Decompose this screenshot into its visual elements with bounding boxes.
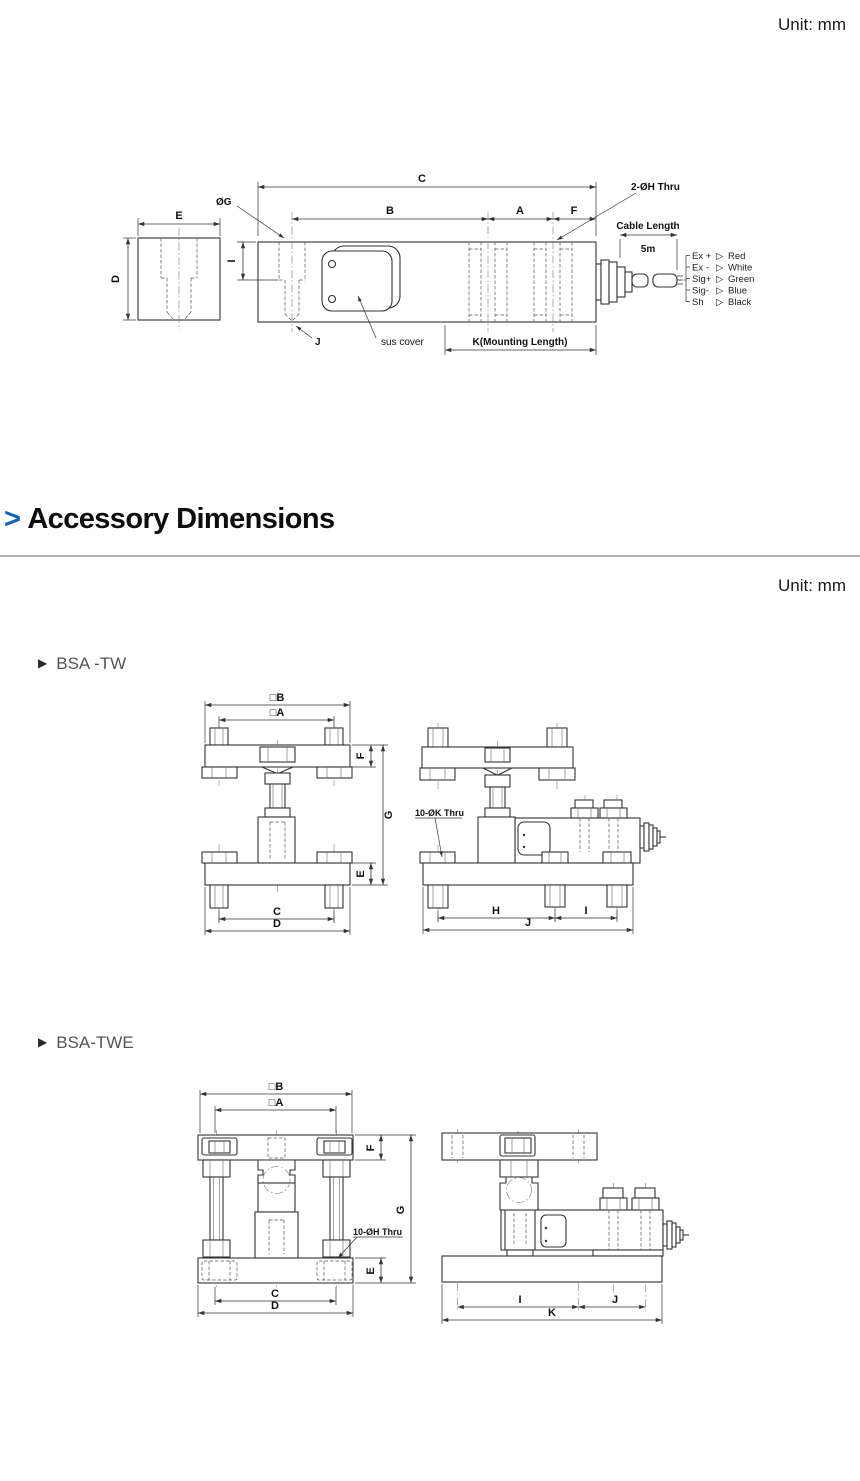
dim-label-e: E (175, 210, 183, 222)
accessory-dimensions-heading (4, 503, 335, 536)
mounting-length-label: K(Mounting Length) (472, 337, 568, 348)
dim-label-i: I (584, 905, 588, 917)
sus-cover (322, 246, 400, 311)
dim-label-d: D (271, 1300, 279, 1312)
sus-cover-label: sus cover (381, 337, 424, 348)
dim-label-g: G (395, 1205, 407, 1215)
unit-label-accessory: Unit: mm (778, 576, 846, 595)
wire-signal: Sig- (692, 285, 709, 297)
wire-color: White (728, 262, 753, 274)
cable-length-label: Cable Length (616, 221, 680, 232)
wire-signal: Ex + (692, 251, 712, 262)
loadcell-dimension-drawing (110, 162, 860, 367)
dim-label-square-b: □B (269, 692, 285, 704)
wire-signal: Ex - (692, 262, 709, 274)
dim-label-j: J (315, 337, 321, 348)
dim-label-d: D (110, 275, 122, 283)
dim-label-c: C (271, 1288, 279, 1300)
thru-holes-label: 2-ØH Thru (631, 182, 680, 193)
triangle-bullet-icon: ▶ (38, 1035, 48, 1049)
dim-label-j: J (611, 1294, 619, 1306)
thru-holes-label: 10-ØH Thru (353, 1227, 403, 1237)
bsa-tw-title: BSA -TW (56, 654, 127, 673)
thru-holes-label: 10-ØK Thru (415, 808, 465, 818)
dim-label-g: G (383, 810, 395, 820)
heading-text: Accessory Dimensions (27, 503, 335, 535)
dim-label-i: I (518, 1294, 522, 1306)
dim-label-e: E (355, 870, 367, 878)
dim-label-e: E (365, 1267, 377, 1275)
wire-arrow-icon: ▷ (716, 274, 724, 285)
wire-arrow-icon: ▷ (716, 251, 724, 262)
wire-arrow-icon: ▷ (716, 297, 724, 308)
dim-label-b: B (386, 205, 394, 217)
dim-label-k: K (548, 1307, 556, 1319)
dim-label-square-b: □B (268, 1081, 284, 1093)
bsa-twe-side-view (435, 1095, 693, 1330)
wire-signal: Sh (692, 297, 704, 308)
dim-label-square-a: □A (268, 1097, 284, 1109)
dim-label-c: C (418, 173, 426, 185)
dim-label-c: C (273, 906, 281, 918)
dim-label-f: F (570, 205, 578, 217)
og-label: ØG (216, 197, 232, 208)
cable-length-value: 5m (640, 244, 656, 255)
wire-color: Red (728, 251, 746, 262)
dim-label-square-a: □A (269, 707, 285, 719)
bsa-twe-title: BSA-TWE (56, 1033, 134, 1052)
dim-label-h: H (492, 905, 500, 917)
bsa-twe-section-label (38, 1033, 134, 1053)
dim-label-a: A (516, 205, 524, 217)
wire-arrow-icon: ▷ (716, 262, 724, 274)
dim-label-i: I (226, 259, 238, 263)
dim-label-f: F (365, 1144, 377, 1152)
wire-color: Blue (728, 285, 748, 297)
wiring-legend (684, 251, 754, 308)
bsa-tw-front-view (185, 692, 400, 940)
wire-color: Green (728, 274, 755, 285)
wire-signal: Sig+ (692, 274, 712, 285)
bsa-tw-section-label (38, 654, 126, 674)
unit-label-top: Unit: mm (778, 15, 846, 34)
wire-color: Black (728, 297, 752, 308)
dim-label-j: J (524, 917, 532, 929)
bsa-twe-front-view (190, 1080, 425, 1325)
dim-label-d: D (273, 918, 281, 930)
cable-length-dim (616, 221, 679, 270)
cable-gland (596, 260, 683, 304)
triangle-bullet-icon: ▶ (38, 656, 48, 670)
wire-arrow-icon: ▷ (716, 285, 724, 297)
section-divider (0, 555, 860, 557)
end-view (110, 210, 220, 330)
dim-label-f: F (355, 752, 367, 760)
bsa-tw-side-view (415, 695, 670, 940)
heading-marker-icon: > (4, 503, 21, 535)
